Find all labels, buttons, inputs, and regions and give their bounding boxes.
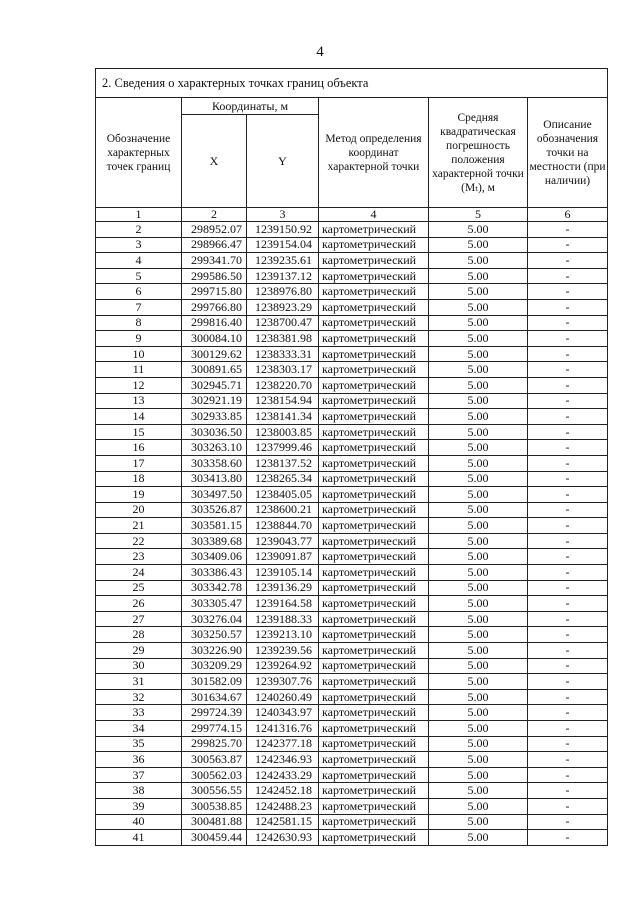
- method-cell: картометрический: [319, 798, 429, 814]
- coord-x: 300563.87: [182, 752, 247, 768]
- coord-y: 1240260.49: [247, 689, 319, 705]
- description-cell: -: [528, 362, 608, 378]
- error-cell: 5.00: [429, 627, 528, 643]
- coord-x: 302945.71: [182, 377, 247, 393]
- coord-x: 303226.90: [182, 643, 247, 659]
- point-id: 38: [96, 783, 182, 799]
- error-cell: 5.00: [429, 643, 528, 659]
- table-row: [96, 409, 608, 425]
- section-title: 2. Сведения о характерных точках границ объекта: [96, 69, 608, 98]
- method-cell: картометрический: [319, 268, 429, 284]
- coord-y: 1239235.61: [247, 253, 319, 269]
- table-row: [96, 253, 608, 269]
- error-cell: 5.00: [429, 237, 528, 253]
- coord-y: 1242433.29: [247, 767, 319, 783]
- table-row: [96, 627, 608, 643]
- error-cell: 5.00: [429, 736, 528, 752]
- point-id: 2: [96, 222, 182, 238]
- coord-x: 300891.65: [182, 362, 247, 378]
- method-cell: картометрический: [319, 533, 429, 549]
- coord-y: 1238003.85: [247, 424, 319, 440]
- method-cell: картометрический: [319, 346, 429, 362]
- description-cell: -: [528, 331, 608, 347]
- coord-x: 299586.50: [182, 268, 247, 284]
- method-cell: картометрический: [319, 814, 429, 830]
- method-cell: картометрический: [319, 315, 429, 331]
- method-cell: картометрический: [319, 455, 429, 471]
- coord-y: 1239043.77: [247, 533, 319, 549]
- error-cell: 5.00: [429, 767, 528, 783]
- coord-x: 300084.10: [182, 331, 247, 347]
- coord-y: 1239307.76: [247, 674, 319, 690]
- point-id: 41: [96, 830, 182, 846]
- table-row: [96, 502, 608, 518]
- description-cell: -: [528, 533, 608, 549]
- point-id: 14: [96, 409, 182, 425]
- point-id: 39: [96, 798, 182, 814]
- error-cell: 5.00: [429, 830, 528, 846]
- coord-x: 303209.29: [182, 658, 247, 674]
- boundary-points-table: [95, 68, 608, 846]
- coord-x: 300129.62: [182, 346, 247, 362]
- coord-y: 1239154.04: [247, 237, 319, 253]
- method-cell: картометрический: [319, 689, 429, 705]
- method-cell: картометрический: [319, 440, 429, 456]
- coord-y: 1238405.05: [247, 487, 319, 503]
- coord-x: 303250.57: [182, 627, 247, 643]
- point-id: 20: [96, 502, 182, 518]
- coord-x: 301634.67: [182, 689, 247, 705]
- point-id: 10: [96, 346, 182, 362]
- description-cell: -: [528, 471, 608, 487]
- description-cell: -: [528, 222, 608, 238]
- coord-x: 299341.70: [182, 253, 247, 269]
- method-cell: картометрический: [319, 471, 429, 487]
- point-id: 24: [96, 565, 182, 581]
- description-cell: -: [528, 284, 608, 300]
- method-cell: картометрический: [319, 580, 429, 596]
- column-number: 3: [247, 208, 319, 222]
- error-cell: 5.00: [429, 362, 528, 378]
- method-cell: картометрический: [319, 222, 429, 238]
- error-cell: 5.00: [429, 721, 528, 737]
- coord-y: 1238976.80: [247, 284, 319, 300]
- coord-y: 1239137.12: [247, 268, 319, 284]
- table-row: [96, 362, 608, 378]
- error-cell: 5.00: [429, 752, 528, 768]
- coord-x: 303413.80: [182, 471, 247, 487]
- description-cell: -: [528, 440, 608, 456]
- point-id: 21: [96, 518, 182, 534]
- error-cell: 5.00: [429, 533, 528, 549]
- point-id: 36: [96, 752, 182, 768]
- point-id: 27: [96, 611, 182, 627]
- coord-y: 1239150.92: [247, 222, 319, 238]
- coord-x: 299774.15: [182, 721, 247, 737]
- error-cell: 5.00: [429, 331, 528, 347]
- point-id: 31: [96, 674, 182, 690]
- point-id: 7: [96, 299, 182, 315]
- column-number: 5: [429, 208, 528, 222]
- point-id: 25: [96, 580, 182, 596]
- method-cell: картометрический: [319, 487, 429, 503]
- description-cell: -: [528, 783, 608, 799]
- coord-y: 1238303.17: [247, 362, 319, 378]
- table-row: [96, 440, 608, 456]
- method-cell: картометрический: [319, 705, 429, 721]
- point-id: 34: [96, 721, 182, 737]
- error-cell: 5.00: [429, 705, 528, 721]
- coord-y: 1242630.93: [247, 830, 319, 846]
- table-row: [96, 549, 608, 565]
- description-cell: -: [528, 627, 608, 643]
- description-cell: -: [528, 393, 608, 409]
- column-number: 6: [528, 208, 608, 222]
- header-method: Метод определения координат характерной точки: [319, 98, 429, 208]
- table-row: [96, 752, 608, 768]
- error-cell: 5.00: [429, 377, 528, 393]
- coord-y: 1238141.34: [247, 409, 319, 425]
- table-row: [96, 830, 608, 846]
- point-id: 26: [96, 596, 182, 612]
- point-id: 13: [96, 393, 182, 409]
- description-cell: -: [528, 658, 608, 674]
- point-id: 32: [96, 689, 182, 705]
- method-cell: картометрический: [319, 830, 429, 846]
- point-id: 40: [96, 814, 182, 830]
- description-cell: -: [528, 502, 608, 518]
- error-cell: 5.00: [429, 440, 528, 456]
- point-id: 15: [96, 424, 182, 440]
- coord-x: 303526.87: [182, 502, 247, 518]
- coord-x: 303386.43: [182, 565, 247, 581]
- table-row: [96, 346, 608, 362]
- header-description: Описание обозначения точки на местности (при наличии): [528, 98, 608, 208]
- description-cell: -: [528, 705, 608, 721]
- description-cell: -: [528, 409, 608, 425]
- error-cell: 5.00: [429, 455, 528, 471]
- coord-y: 1238220.70: [247, 377, 319, 393]
- coord-y: 1238333.31: [247, 346, 319, 362]
- error-cell: 5.00: [429, 487, 528, 503]
- table-row: [96, 658, 608, 674]
- column-number: 1: [96, 208, 182, 222]
- table-row: [96, 299, 608, 315]
- method-cell: картометрический: [319, 284, 429, 300]
- description-cell: -: [528, 268, 608, 284]
- point-id: 16: [96, 440, 182, 456]
- error-cell: 5.00: [429, 222, 528, 238]
- table-row: [96, 783, 608, 799]
- error-cell: 5.00: [429, 611, 528, 627]
- error-cell: 5.00: [429, 658, 528, 674]
- table-row: [96, 767, 608, 783]
- method-cell: картометрический: [319, 549, 429, 565]
- description-cell: -: [528, 736, 608, 752]
- table-row: [96, 487, 608, 503]
- table-row: [96, 424, 608, 440]
- method-cell: картометрический: [319, 596, 429, 612]
- point-id: 35: [96, 736, 182, 752]
- error-cell: 5.00: [429, 814, 528, 830]
- coord-x: 300562.03: [182, 767, 247, 783]
- description-cell: -: [528, 830, 608, 846]
- method-cell: картометрический: [319, 611, 429, 627]
- coord-x: 299766.80: [182, 299, 247, 315]
- description-cell: -: [528, 596, 608, 612]
- error-cell: 5.00: [429, 549, 528, 565]
- point-id: 4: [96, 253, 182, 269]
- error-cell: 5.00: [429, 346, 528, 362]
- point-id: 3: [96, 237, 182, 253]
- header-y: Y: [247, 115, 319, 208]
- point-id: 18: [96, 471, 182, 487]
- table-row: [96, 393, 608, 409]
- header-error: Средняя квадратическая погрешность положения характерной точки (Mₜ), м: [429, 98, 528, 208]
- coord-x: 300556.55: [182, 783, 247, 799]
- table-row: [96, 565, 608, 581]
- coord-x: 299715.80: [182, 284, 247, 300]
- coord-y: 1238923.29: [247, 299, 319, 315]
- coord-y: 1238154.94: [247, 393, 319, 409]
- description-cell: -: [528, 237, 608, 253]
- point-id: 33: [96, 705, 182, 721]
- method-cell: картометрический: [319, 237, 429, 253]
- table-row: [96, 237, 608, 253]
- coord-x: 303389.68: [182, 533, 247, 549]
- method-cell: картометрический: [319, 253, 429, 269]
- description-cell: -: [528, 424, 608, 440]
- page-number: 4: [316, 44, 324, 60]
- table-row: [96, 222, 608, 238]
- description-cell: -: [528, 455, 608, 471]
- coord-y: 1239188.33: [247, 611, 319, 627]
- coord-x: 299825.70: [182, 736, 247, 752]
- method-cell: картометрический: [319, 393, 429, 409]
- table-row: [96, 674, 608, 690]
- method-cell: картометрический: [319, 736, 429, 752]
- error-cell: 5.00: [429, 783, 528, 799]
- column-number: 4: [319, 208, 429, 222]
- coord-y: 1238844.70: [247, 518, 319, 534]
- error-cell: 5.00: [429, 596, 528, 612]
- coord-x: 298966.47: [182, 237, 247, 253]
- coord-y: 1239264.92: [247, 658, 319, 674]
- coord-x: 302933.85: [182, 409, 247, 425]
- coord-x: 303409.06: [182, 549, 247, 565]
- table-row: [96, 814, 608, 830]
- point-id: 23: [96, 549, 182, 565]
- table-row: [96, 721, 608, 737]
- point-id: 8: [96, 315, 182, 331]
- error-cell: 5.00: [429, 409, 528, 425]
- description-cell: -: [528, 487, 608, 503]
- error-cell: 5.00: [429, 798, 528, 814]
- error-cell: 5.00: [429, 284, 528, 300]
- table-row: [96, 284, 608, 300]
- header-x: X: [182, 115, 247, 208]
- coord-y: 1238137.52: [247, 455, 319, 471]
- coord-y: 1239091.87: [247, 549, 319, 565]
- table-row: [96, 377, 608, 393]
- description-cell: -: [528, 518, 608, 534]
- coord-y: 1242452.18: [247, 783, 319, 799]
- coord-y: 1241316.76: [247, 721, 319, 737]
- method-cell: картометрический: [319, 331, 429, 347]
- point-id: 17: [96, 455, 182, 471]
- description-cell: -: [528, 253, 608, 269]
- method-cell: картометрический: [319, 627, 429, 643]
- method-cell: картометрический: [319, 752, 429, 768]
- point-id: 12: [96, 377, 182, 393]
- error-cell: 5.00: [429, 689, 528, 705]
- method-cell: картометрический: [319, 377, 429, 393]
- description-cell: -: [528, 643, 608, 659]
- coord-x: 301582.09: [182, 674, 247, 690]
- coord-y: 1242488.23: [247, 798, 319, 814]
- table-row: [96, 315, 608, 331]
- method-cell: картометрический: [319, 424, 429, 440]
- coord-x: 299816.40: [182, 315, 247, 331]
- point-id: 37: [96, 767, 182, 783]
- description-cell: -: [528, 346, 608, 362]
- coord-x: 299724.39: [182, 705, 247, 721]
- table-row: [96, 533, 608, 549]
- coord-y: 1237999.46: [247, 440, 319, 456]
- error-cell: 5.00: [429, 502, 528, 518]
- error-cell: 5.00: [429, 565, 528, 581]
- method-cell: картометрический: [319, 299, 429, 315]
- error-cell: 5.00: [429, 674, 528, 690]
- method-cell: картометрический: [319, 643, 429, 659]
- point-id: 19: [96, 487, 182, 503]
- error-cell: 5.00: [429, 315, 528, 331]
- error-cell: 5.00: [429, 268, 528, 284]
- method-cell: картометрический: [319, 674, 429, 690]
- coord-y: 1239164.58: [247, 596, 319, 612]
- coord-y: 1238381.98: [247, 331, 319, 347]
- coord-x: 303342.78: [182, 580, 247, 596]
- coord-x: 303358.60: [182, 455, 247, 471]
- error-cell: 5.00: [429, 299, 528, 315]
- error-cell: 5.00: [429, 253, 528, 269]
- table-row: [96, 455, 608, 471]
- coord-x: 300459.44: [182, 830, 247, 846]
- header-coordinates: Координаты, м: [182, 98, 319, 115]
- table-row: [96, 331, 608, 347]
- description-cell: -: [528, 611, 608, 627]
- coord-x: 300538.85: [182, 798, 247, 814]
- coord-x: 303036.50: [182, 424, 247, 440]
- description-cell: -: [528, 674, 608, 690]
- table-row: [96, 705, 608, 721]
- description-cell: -: [528, 752, 608, 768]
- description-cell: -: [528, 814, 608, 830]
- coord-y: 1238600.21: [247, 502, 319, 518]
- coord-x: 303263.10: [182, 440, 247, 456]
- coord-x: 302921.19: [182, 393, 247, 409]
- coord-x: 298952.07: [182, 222, 247, 238]
- error-cell: 5.00: [429, 580, 528, 596]
- coord-y: 1239105.14: [247, 565, 319, 581]
- table-row: [96, 580, 608, 596]
- description-cell: -: [528, 299, 608, 315]
- header-designation: Обозначение характерных точек границ: [96, 98, 182, 208]
- coord-y: 1239239.56: [247, 643, 319, 659]
- coord-y: 1239136.29: [247, 580, 319, 596]
- description-cell: -: [528, 798, 608, 814]
- coord-x: 303581.15: [182, 518, 247, 534]
- table-row: [96, 596, 608, 612]
- description-cell: -: [528, 721, 608, 737]
- method-cell: картометрический: [319, 518, 429, 534]
- point-id: 29: [96, 643, 182, 659]
- coord-y: 1238265.34: [247, 471, 319, 487]
- coord-y: 1242377.18: [247, 736, 319, 752]
- error-cell: 5.00: [429, 393, 528, 409]
- coord-y: 1242346.93: [247, 752, 319, 768]
- method-cell: картометрический: [319, 409, 429, 425]
- table-row: [96, 643, 608, 659]
- point-id: 22: [96, 533, 182, 549]
- point-id: 30: [96, 658, 182, 674]
- error-cell: 5.00: [429, 471, 528, 487]
- description-cell: -: [528, 565, 608, 581]
- description-cell: -: [528, 689, 608, 705]
- method-cell: картометрический: [319, 502, 429, 518]
- column-number: 2: [182, 208, 247, 222]
- coord-x: 300481.88: [182, 814, 247, 830]
- description-cell: -: [528, 549, 608, 565]
- table-row: [96, 471, 608, 487]
- method-cell: картометрический: [319, 362, 429, 378]
- method-cell: картометрический: [319, 658, 429, 674]
- coord-x: 303497.50: [182, 487, 247, 503]
- point-id: 11: [96, 362, 182, 378]
- description-cell: -: [528, 315, 608, 331]
- coord-y: 1238700.47: [247, 315, 319, 331]
- error-cell: 5.00: [429, 424, 528, 440]
- column-number-row: [96, 208, 608, 222]
- coord-y: 1239213.10: [247, 627, 319, 643]
- description-cell: -: [528, 377, 608, 393]
- coord-y: 1240343.97: [247, 705, 319, 721]
- description-cell: -: [528, 767, 608, 783]
- description-cell: -: [528, 580, 608, 596]
- method-cell: картометрический: [319, 721, 429, 737]
- table-row: [96, 268, 608, 284]
- method-cell: картометрический: [319, 767, 429, 783]
- table-row: [96, 689, 608, 705]
- coord-x: 303276.04: [182, 611, 247, 627]
- point-id: 9: [96, 331, 182, 347]
- point-id: 28: [96, 627, 182, 643]
- coord-x: 303305.47: [182, 596, 247, 612]
- method-cell: картометрический: [319, 783, 429, 799]
- table-row: [96, 611, 608, 627]
- point-id: 6: [96, 284, 182, 300]
- method-cell: картометрический: [319, 565, 429, 581]
- table-row: [96, 798, 608, 814]
- table-row: [96, 736, 608, 752]
- coord-y: 1242581.15: [247, 814, 319, 830]
- point-id: 5: [96, 268, 182, 284]
- error-cell: 5.00: [429, 518, 528, 534]
- table-row: [96, 518, 608, 534]
